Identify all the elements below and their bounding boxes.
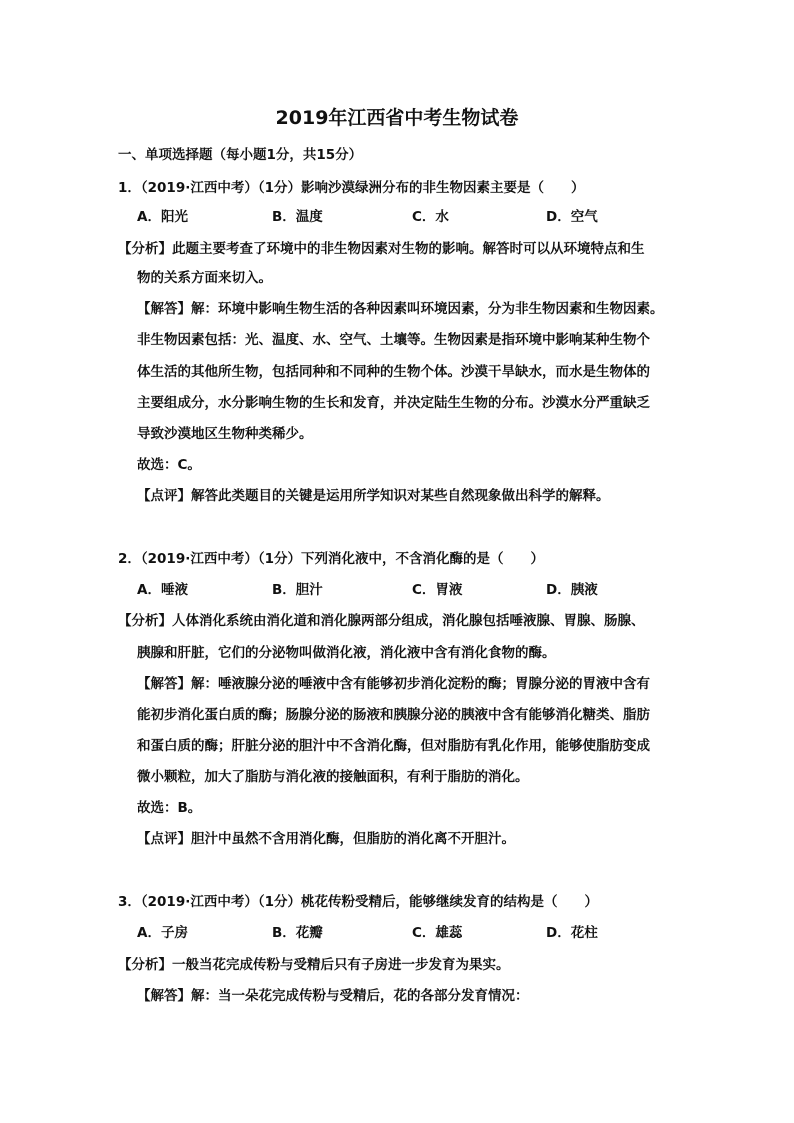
question-3-stem: 3．（2019·江西中考）（1分）桃花传粉受精后，能够继续发育的结构是（ ） [118,894,598,910]
option-c: C．雄蕊 [412,925,463,941]
question-3-answer: 【解答】解：当一朵花完成传粉与受精后，花的各部分发育情况： [137,988,529,1004]
answer-line: 微小颗粒，加大了脂肪与消化液的接触面积，有利于脂肪的消化。 [137,769,529,785]
question-2-choice: 故选：B。 [137,800,202,816]
question-1-choice: 故选：C。 [137,457,201,473]
option-b: B．胆汁 [272,582,323,598]
option-d: D．花柱 [546,925,598,941]
answer-line: 【解答】解：环境中影响生物生活的各种因素叫环境因素，分为非生物因素和生物因素。 [137,301,664,317]
question-2-stem: 2．（2019·江西中考）（1分）下列消化液中，不含消化酶的是（ ） [118,551,544,567]
answer-line: 体生活的其他所生物，包括同种和不同种的生物个体。沙漠干旱缺水，而水是生物体的 [137,364,650,380]
section-heading: 一、单项选择题（每小题1分，共15分） [118,147,363,163]
answer-line: 非生物因素包括：光、温度、水、空气、土壤等。生物因素是指环境中影响某种生物个 [137,332,650,348]
answer-line: 导致沙漠地区生物种类稀少。 [137,426,313,442]
option-d: D．空气 [546,209,598,225]
analysis-line: 物的关系方面来切入。 [137,270,272,286]
answer-line: 和蛋白质的酶；肝脏分泌的胆汁中不含消化酶，但对脂肪有乳化作用，能够使脂肪变成 [137,738,650,754]
analysis-line: 【分析】人体消化系统由消化道和消化腺两部分组成，消化腺包括唾液腺、胃腺、肠腺、 [118,613,645,629]
analysis-line: 【分析】此题主要考查了环境中的非生物因素对生物的影响。解答时可以从环境特点和生 [118,241,645,257]
answer-line: 主要组成分，水分影响生物的生长和发育，并决定陆生生物的分布。沙漠水分严重缺乏 [137,395,650,411]
answer-line: 能初步消化蛋白质的酶；肠腺分泌的肠液和胰腺分泌的胰液中含有能够消化糖类、脂肪 [137,707,650,723]
option-b: B．温度 [272,209,323,225]
option-c: C．胃液 [412,582,463,598]
option-a: A．阳光 [137,209,188,225]
question-1-stem: 1．（2019·江西中考）（1分）影响沙漠绿洲分布的非生物因素主要是（ ） [118,180,585,196]
option-d: D．胰液 [546,582,598,598]
option-b: B．花瓣 [272,925,323,941]
question-2-comment: 【点评】胆汁中虽然不含用消化酶，但脂肪的消化离不开胆汁。 [137,831,515,847]
question-1-comment: 【点评】解答此类题目的关键是运用所学知识对某些自然现象做出科学的解释。 [137,488,610,504]
analysis-line: 胰腺和肝脏，它们的分泌物叫做消化液，消化液中含有消化食物的酶。 [137,645,556,661]
question-3-analysis: 【分析】一般当花完成传粉与受精后只有子房进一步发育为果实。 [118,957,510,973]
option-a: A．唾液 [137,582,188,598]
option-c: C．水 [412,209,449,225]
page-title: 2019年江西省中考生物试卷 [275,107,519,129]
answer-line: 【解答】解：唾液腺分泌的唾液中含有能够初步消化淀粉的酶；胃腺分泌的胃液中含有 [137,676,650,692]
option-a: A．子房 [137,925,188,941]
